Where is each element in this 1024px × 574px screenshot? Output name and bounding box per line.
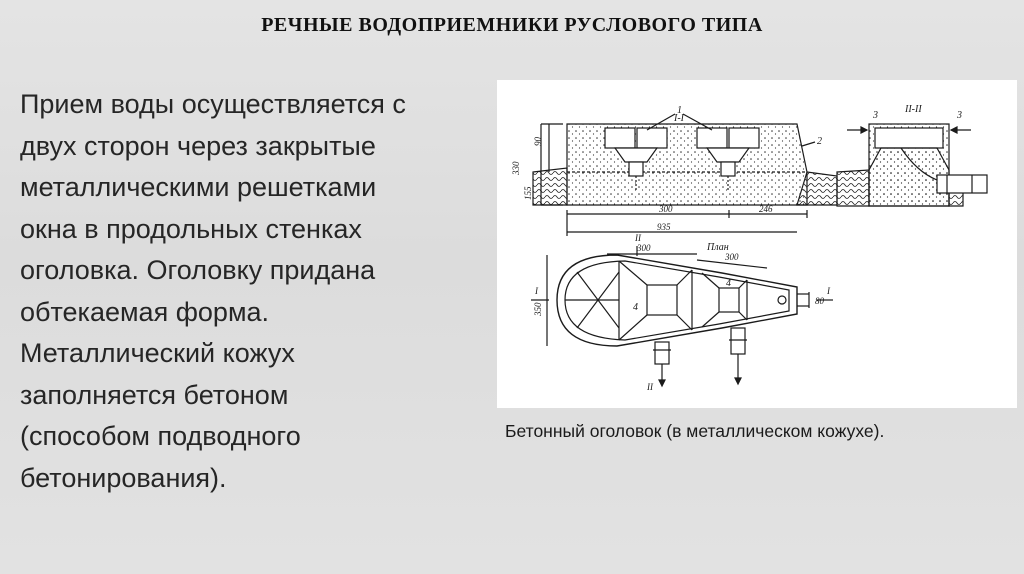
technical-drawing: [497, 80, 1017, 408]
dim-90: 90: [533, 137, 543, 146]
body-line: обтекаемая форма.: [20, 296, 270, 327]
figure-caption: Бетонный оголовок (в металлическом кожухе).: [505, 421, 885, 441]
dim-935: 935: [657, 222, 671, 232]
mark-II-bottom: II: [647, 382, 653, 392]
dim-246: 246: [759, 204, 773, 214]
drawing-svg: [497, 80, 1017, 408]
section-2-2: [837, 104, 987, 206]
body-line: бетонирования).: [20, 462, 227, 493]
body-line: металлическими решетками: [20, 172, 377, 202]
mark-3-left: 3: [873, 110, 878, 121]
plan-view: [531, 233, 833, 392]
body-line: двух сторон через закрытые: [20, 130, 376, 161]
section-1-1: [511, 105, 837, 236]
body-text: [20, 84, 490, 499]
mark-I-left: I: [535, 286, 538, 296]
mark-I-right: I: [827, 286, 830, 296]
mark-4b: 4: [726, 278, 731, 289]
body-line: заполняется бетоном: [20, 379, 289, 410]
body-line: Металлический кожух: [20, 338, 295, 368]
dim-300-plan-a: 300: [637, 243, 651, 253]
dim-300-plan-b: 300: [725, 252, 739, 262]
body-line: оголовка. Оголовку придана: [20, 255, 376, 285]
slide-title: РЕЧНЫЕ ВОДОПРИЕМНИКИ РУСЛОВОГО ТИПА: [261, 14, 763, 36]
plan-title: План: [707, 242, 729, 253]
mark-2: 2: [817, 136, 822, 147]
body-line: (способом подводного: [20, 421, 301, 451]
section-2-title: II-II: [905, 104, 922, 115]
mark-4a: 4: [633, 302, 638, 313]
body-line: окна в продольных стенках: [20, 213, 362, 244]
mark-1: 1: [677, 105, 682, 116]
dim-350: 350: [533, 302, 543, 316]
dim-80: 80: [815, 296, 824, 306]
section-1-title: I-I: [674, 113, 684, 124]
dim-300: 300: [659, 204, 673, 214]
dim-155: 155: [523, 186, 533, 200]
body-line: Прием воды осуществляется с: [20, 89, 406, 119]
dim-330: 330: [511, 161, 521, 175]
mark-3-right: 3: [957, 110, 962, 121]
mark-II-top: II: [635, 233, 641, 243]
